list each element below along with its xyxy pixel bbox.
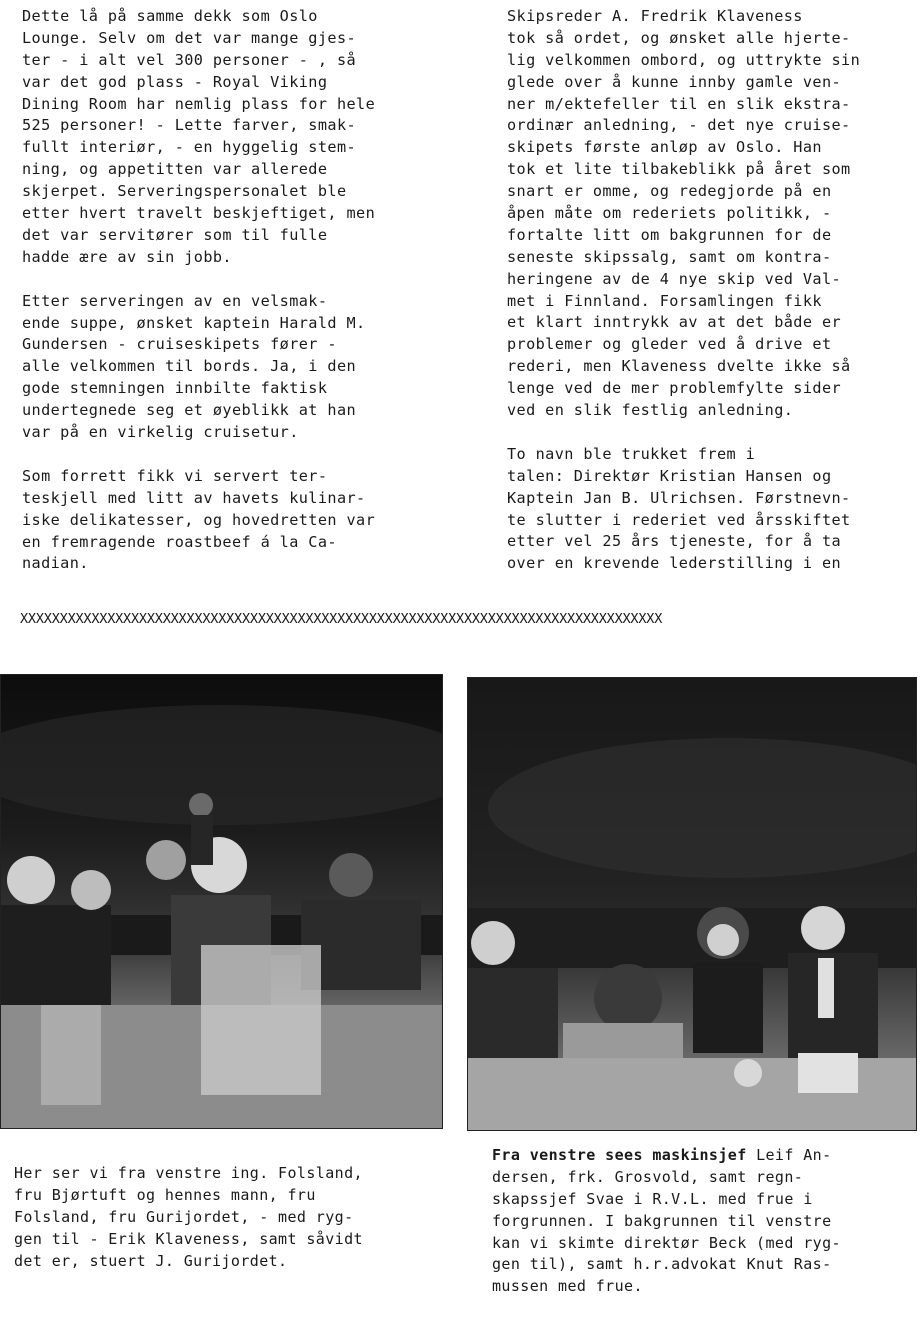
dinner-photo-right — [467, 677, 917, 1131]
text-line: iske delikatesser, og hovedretten var — [22, 510, 376, 529]
separator-line: XXXXXXXXXXXXXXXXXXXXXXXXXXXXXXXXXXXXXXXXXXXXXXXXXXXXXXXXXXXXXXXXXXXXXXXXXXXXXXXXX — [20, 611, 663, 627]
text-line: alle velkommen til bords. Ja, i den — [22, 357, 357, 376]
photo-image — [1, 675, 442, 1128]
text-line: Etter serveringen av en velsmak- — [22, 291, 328, 310]
paragraph — [22, 291, 422, 444]
paragraph-gap — [22, 269, 422, 291]
text-line: var på en virkelig cruisetur. — [22, 423, 299, 442]
text-line: gode stemningen innbilte faktisk — [22, 379, 328, 398]
caption-line: fru Bjørtuft og hennes mann, fru — [14, 1185, 316, 1204]
text-line: ning, og appetitten var allerede — [22, 160, 328, 179]
caption-line: gen til), samt h.r.advokat Knut Ras- — [492, 1255, 832, 1274]
text-line: seneste skipssalg, samt om kontra- — [507, 247, 832, 266]
text-line: et klart inntrykk av at det både er — [507, 313, 842, 332]
text-line: ved en slik festlig anledning. — [507, 401, 794, 420]
paragraph — [507, 444, 907, 575]
caption-line — [492, 1145, 902, 1167]
caption-line: gen til - Erik Klaveness, samt såvidt — [14, 1229, 363, 1248]
caption-line: forgrunnen. I bakgrunnen til venstre — [492, 1211, 832, 1230]
text-line: 525 personer! - Lette farver, smak- — [22, 116, 357, 135]
text-line: teskjell med litt av havets kulinar- — [22, 488, 366, 507]
text-line: etter hvert travelt beskjeftiget, men — [22, 204, 376, 223]
text-line: snart er omme, og redegjorde på en — [507, 182, 832, 201]
paragraph — [507, 6, 907, 422]
text-line: glede over å kunne innby gamle ven- — [507, 72, 842, 91]
text-line: var det god plass - Royal Viking — [22, 72, 328, 91]
text-line: Skipsreder A. Fredrik Klaveness — [507, 7, 803, 25]
caption-line: skapssjef Svae i R.V.L. med frue i — [492, 1189, 813, 1208]
text-line: etter vel 25 års tjeneste, for å ta — [507, 532, 842, 551]
caption-bold-text: Fra venstre sees maskinsjef — [492, 1146, 747, 1164]
text-line: det var servitører som til fulle — [22, 225, 328, 244]
text-line: problemer og gleder ved å drive et — [507, 335, 832, 354]
text-line: en fremragende roastbeef á la Ca- — [22, 532, 337, 551]
text-line: nadian. — [22, 554, 89, 573]
text-line: talen: Direktør Kristian Hansen og — [507, 466, 832, 485]
paragraph — [22, 6, 422, 269]
text-line: åpen måte om rederiets politikk, - — [507, 204, 832, 223]
text-line: tok så ordet, og ønsket alle hjerte- — [507, 28, 851, 47]
paragraph — [22, 466, 422, 575]
text-line: Gundersen - cruiseskipets fører - — [22, 335, 337, 354]
paragraph-gap — [22, 444, 422, 466]
text-line: heringene av de 4 nye skip ved Val- — [507, 269, 842, 288]
text-line: Dining Room har nemlig plass for hele — [22, 94, 376, 113]
text-line: ende suppe, ønsket kaptein Harald M. — [22, 313, 366, 332]
text-line: To navn ble trukket frem i — [507, 444, 756, 463]
text-line: te slutter i rederiet ved årsskiftet — [507, 510, 851, 529]
text-line: fullt interiør, - en hyggelig stem- — [22, 138, 357, 157]
text-line: lenge ved de mer problemfylte sider — [507, 379, 842, 398]
text-line: rederi, men Klaveness dvelte ikke så — [507, 357, 851, 376]
right-article-column — [507, 6, 907, 575]
photo-caption-right — [492, 1145, 902, 1298]
caption-text: Leif An- — [746, 1146, 832, 1164]
left-article-column — [22, 6, 422, 575]
text-line: fortalte litt om bakgrunnen for de — [507, 225, 832, 244]
text-line: Dette lå på samme dekk som Oslo — [22, 7, 318, 25]
photo-caption-left — [14, 1163, 424, 1272]
caption-line: Folsland, fru Gurijordet, - med ryg- — [14, 1207, 354, 1226]
text-line: met i Finnland. Forsamlingen fikk — [507, 291, 822, 310]
caption-line: Her ser vi fra venstre ing. Folsland, — [14, 1164, 363, 1182]
caption-line: mussen med frue. — [492, 1277, 643, 1296]
text-line: skjerpet. Serveringspersonalet ble — [22, 182, 347, 201]
text-line: undertegnede seg et øyeblikk at han — [22, 401, 357, 420]
caption-line: det er, stuert J. Gurijordet. — [14, 1251, 288, 1270]
text-line: hadde ære av sin jobb. — [22, 247, 232, 266]
text-line: over en krevende lederstilling i en — [507, 554, 842, 573]
text-line: skipets første anløp av Oslo. Han — [507, 138, 822, 157]
paragraph-gap — [507, 422, 907, 444]
text-line: lig velkommen ombord, og uttrykte sin — [507, 50, 861, 69]
text-line: ordinær anledning, - det nye cruise- — [507, 116, 851, 135]
text-line: ner m/ektefeller til en slik ekstra- — [507, 94, 851, 113]
dinner-photo-left — [0, 674, 443, 1129]
text-line: Kaptein Jan B. Ulrichsen. Førstnevn- — [507, 488, 851, 507]
photo-image — [468, 678, 916, 1130]
text-line: Lounge. Selv om det var mange gjes- — [22, 28, 357, 47]
caption-line: kan vi skimte direktør Beck (med ryg- — [492, 1233, 841, 1252]
caption-line: dersen, frk. Grosvold, samt regn- — [492, 1167, 804, 1186]
text-line: tok et lite tilbakeblikk på året som — [507, 160, 851, 179]
text-line: ter - i alt vel 300 personer - , så — [22, 50, 357, 69]
text-line: Som forrett fikk vi servert ter- — [22, 466, 328, 485]
